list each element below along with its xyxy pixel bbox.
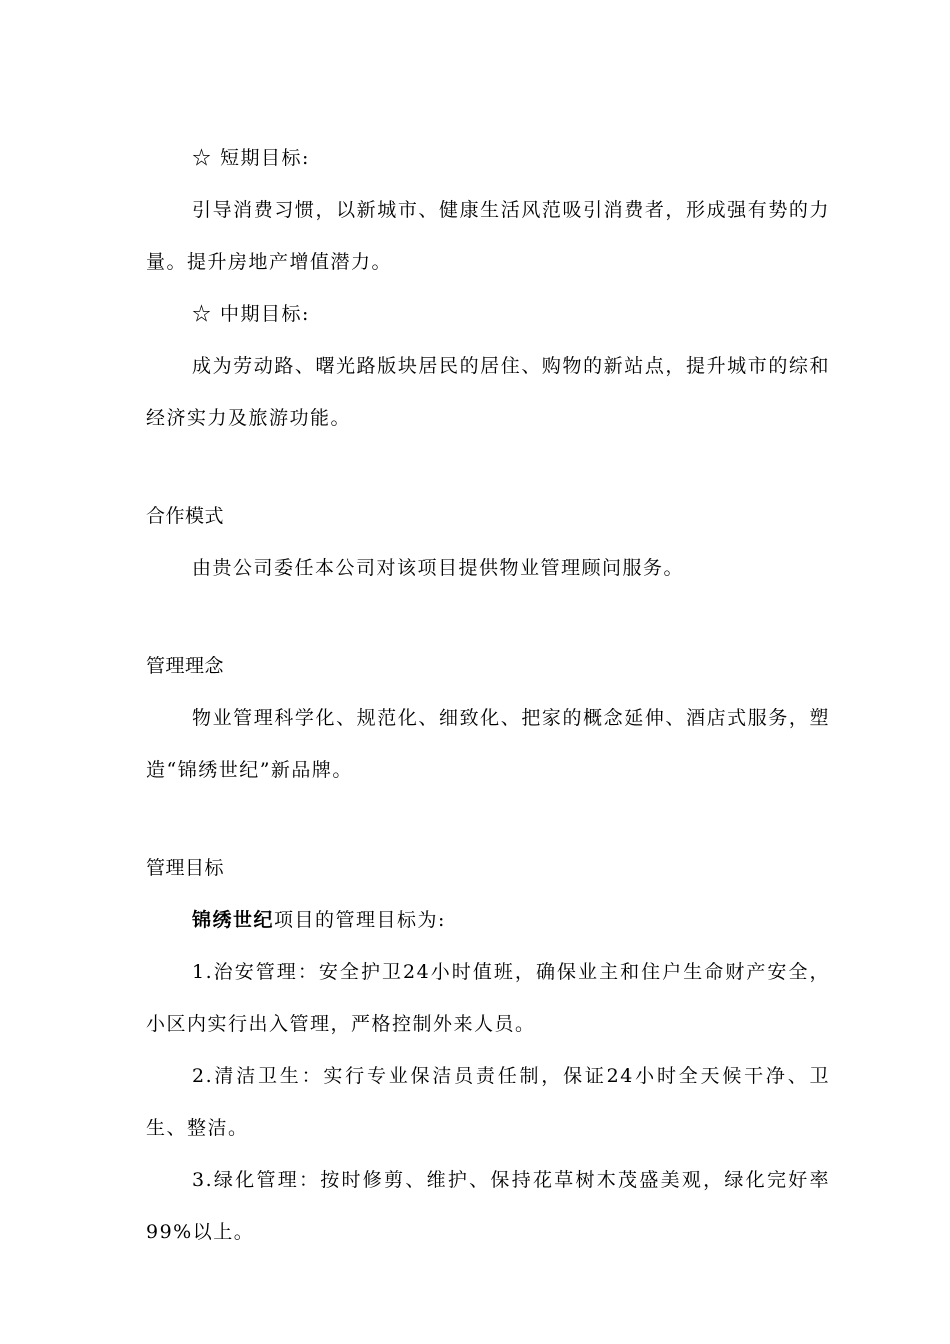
targets-section xyxy=(146,842,830,1258)
philosophy-heading: 管理理念 xyxy=(146,655,225,677)
cooperation-section xyxy=(146,490,830,594)
target-item-greening: 3.绿化管理：按时修剪、维护、保持花草树木茂盛美观，绿化完好率99%以上。 xyxy=(146,1169,830,1243)
section-spacer xyxy=(146,594,830,640)
document-page xyxy=(146,132,830,1258)
mid-term-goal-text: 成为劳动路、曙光路版块居民的居住、购物的新站点，提升城市的综和经济实力及旅游功能。 xyxy=(146,355,830,429)
cooperation-heading: 合作模式 xyxy=(146,505,225,527)
section-spacer xyxy=(146,796,830,842)
project-name: 锦绣世纪 xyxy=(192,909,275,931)
targets-intro-rest: 项目的管理目标为: xyxy=(274,909,446,931)
short-term-goal-heading: ☆ 短期目标: xyxy=(192,147,310,169)
section-spacer xyxy=(146,444,830,490)
cooperation-text: 由贵公司委任本公司对该项目提供物业管理顾问服务。 xyxy=(192,557,685,579)
philosophy-text: 物业管理科学化、规范化、细致化、把家的概念延伸、酒店式服务，塑造“锦绣世纪”新品牌。 xyxy=(146,707,830,781)
target-item-cleaning: 2.清洁卫生：实行专业保洁员责任制，保证24小时全天候干净、卫生、整洁。 xyxy=(146,1065,830,1139)
philosophy-section xyxy=(146,640,830,796)
targets-intro xyxy=(146,894,830,946)
target-item-security: 1.治安管理：安全护卫24小时值班，确保业主和住户生命财产安全，小区内实行出入管理，严格控制外来人员。 xyxy=(146,961,830,1035)
mid-term-goal-heading: ☆ 中期目标: xyxy=(192,303,310,325)
goals-section xyxy=(146,132,830,444)
targets-heading: 管理目标 xyxy=(146,857,225,879)
short-term-goal-text: 引导消费习惯，以新城市、健康生活风范吸引消费者，形成强有势的力量。提升房地产增值潜力。 xyxy=(146,199,830,273)
